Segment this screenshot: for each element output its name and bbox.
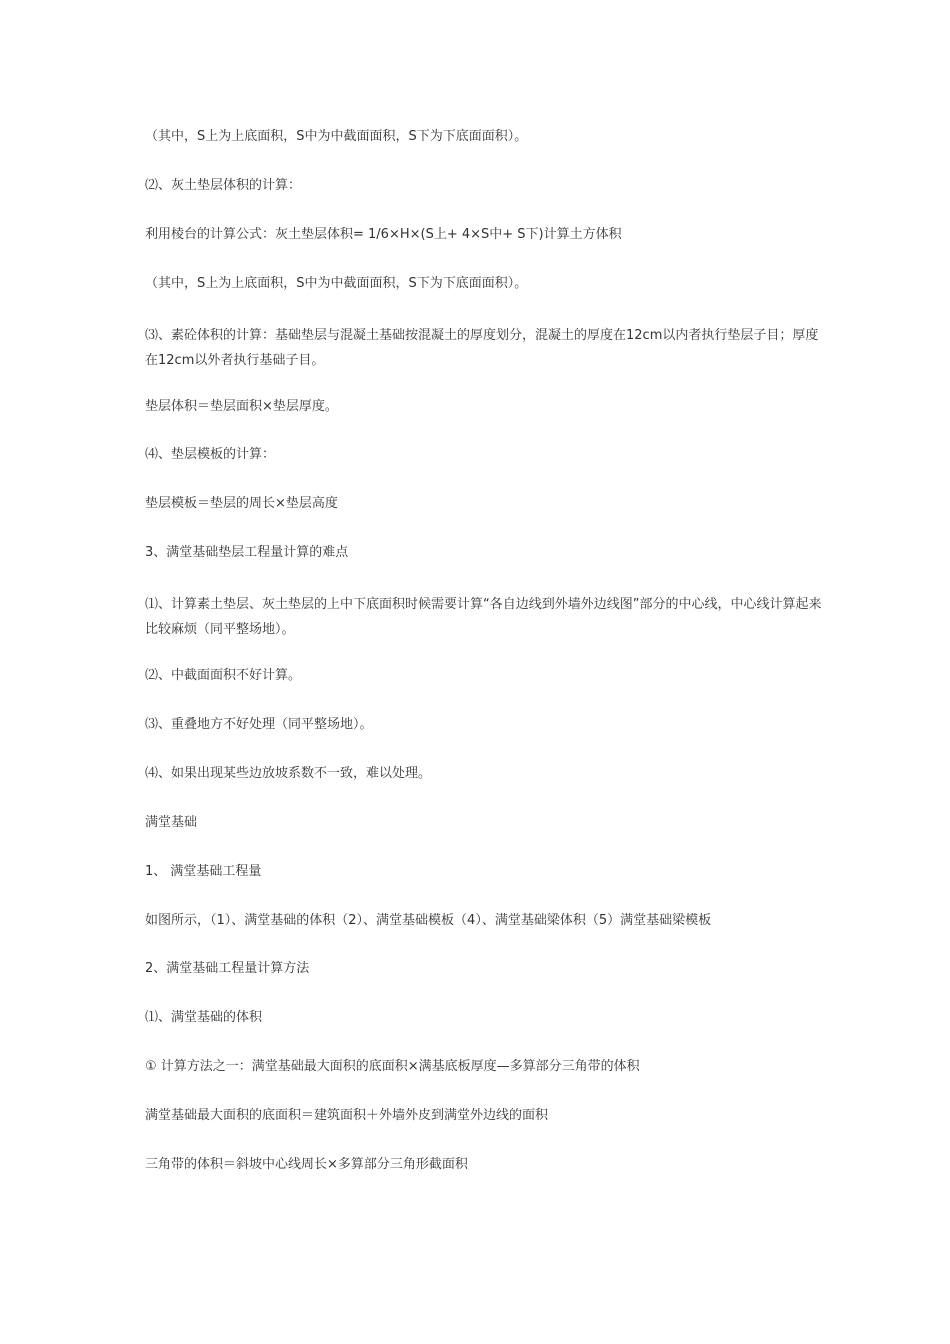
paragraph-difficulty-2: ⑵、中截面面积不好计算。 <box>145 668 302 684</box>
paragraph-raft-items: 如图所示，（1）、满堂基础的体积（2）、满堂基础模板（4）、满堂基础梁体积（5）满堂基础梁模板 <box>145 912 712 928</box>
section-title-raft-foundation: 满堂基础 <box>145 814 198 830</box>
paragraph-heading-cushion-formwork: ⑷、垫层模板的计算： <box>145 447 276 463</box>
paragraph-note-areas-1: （其中，S上为上底面积，S中为中截面面积，S下为下底面面积）。 <box>145 129 528 144</box>
paragraph-difficulty-4: ⑷、如果出现某些边放坡系数不一致，难以处理。 <box>145 765 432 781</box>
paragraph-cushion-volume-formula: 垫层体积＝垫层面积×垫层厚度。 <box>145 398 338 414</box>
paragraph-triangle-band-volume: 三角带的体积＝斜坡中心线周长×多算部分三角形截面积 <box>145 1157 468 1173</box>
paragraph-cushion-formwork-formula: 垫层模板＝垫层的周长×垫层高度 <box>145 496 338 512</box>
paragraph-note-areas-2: （其中，S上为上底面积，S中为中截面面积，S下为下底面面积）。 <box>145 275 528 291</box>
paragraph-method-one: ① 计算方法之一：满堂基础最大面积的底面积×满基底板厚度—多算部分三角带的体积 <box>145 1059 640 1075</box>
document-body <box>145 127 825 1204</box>
paragraph-frustum-formula: 利用棱台的计算公式：灰土垫层体积= 1/6×H×(S上+ 4×S中+ S下)计算土方体积 <box>145 226 622 242</box>
paragraph-plain-concrete-volume: ⑶、素砼体积的计算：基础垫层与混凝土基础按混凝土的厚度划分，混凝土的厚度在12cm以内者执行垫层子目；厚度在12cm以外者执行基础子目。 <box>145 327 819 368</box>
paragraph-difficulty-3: ⑶、重叠地方不好处理（同平整场地）。 <box>145 717 373 733</box>
paragraph-heading-raft-volume: ⑴、满堂基础的体积 <box>145 1010 263 1026</box>
paragraph-max-bottom-area: 满堂基础最大面积的底面积＝建筑面积＋外墙外皮到满堂外边线的面积 <box>145 1108 549 1124</box>
paragraph-heading-lime-soil-volume: ⑵、灰土垫层体积的计算： <box>145 177 302 193</box>
paragraph-heading-raft-methods: 2、满堂基础工程量计算方法 <box>145 961 310 977</box>
paragraph-difficulty-1: ⑴、计算素土垫层、灰土垫层的上中下底面积时候需要计算“各自边线到外墙外边线图”部分的中心线，中心线计算起来比较麻烦（同平整场地）。 <box>145 597 822 638</box>
paragraph-heading-difficulties: 3、满堂基础垫层工程量计算的难点 <box>145 545 349 561</box>
paragraph-heading-raft-quantities: 1、 满堂基础工程量 <box>145 863 262 879</box>
